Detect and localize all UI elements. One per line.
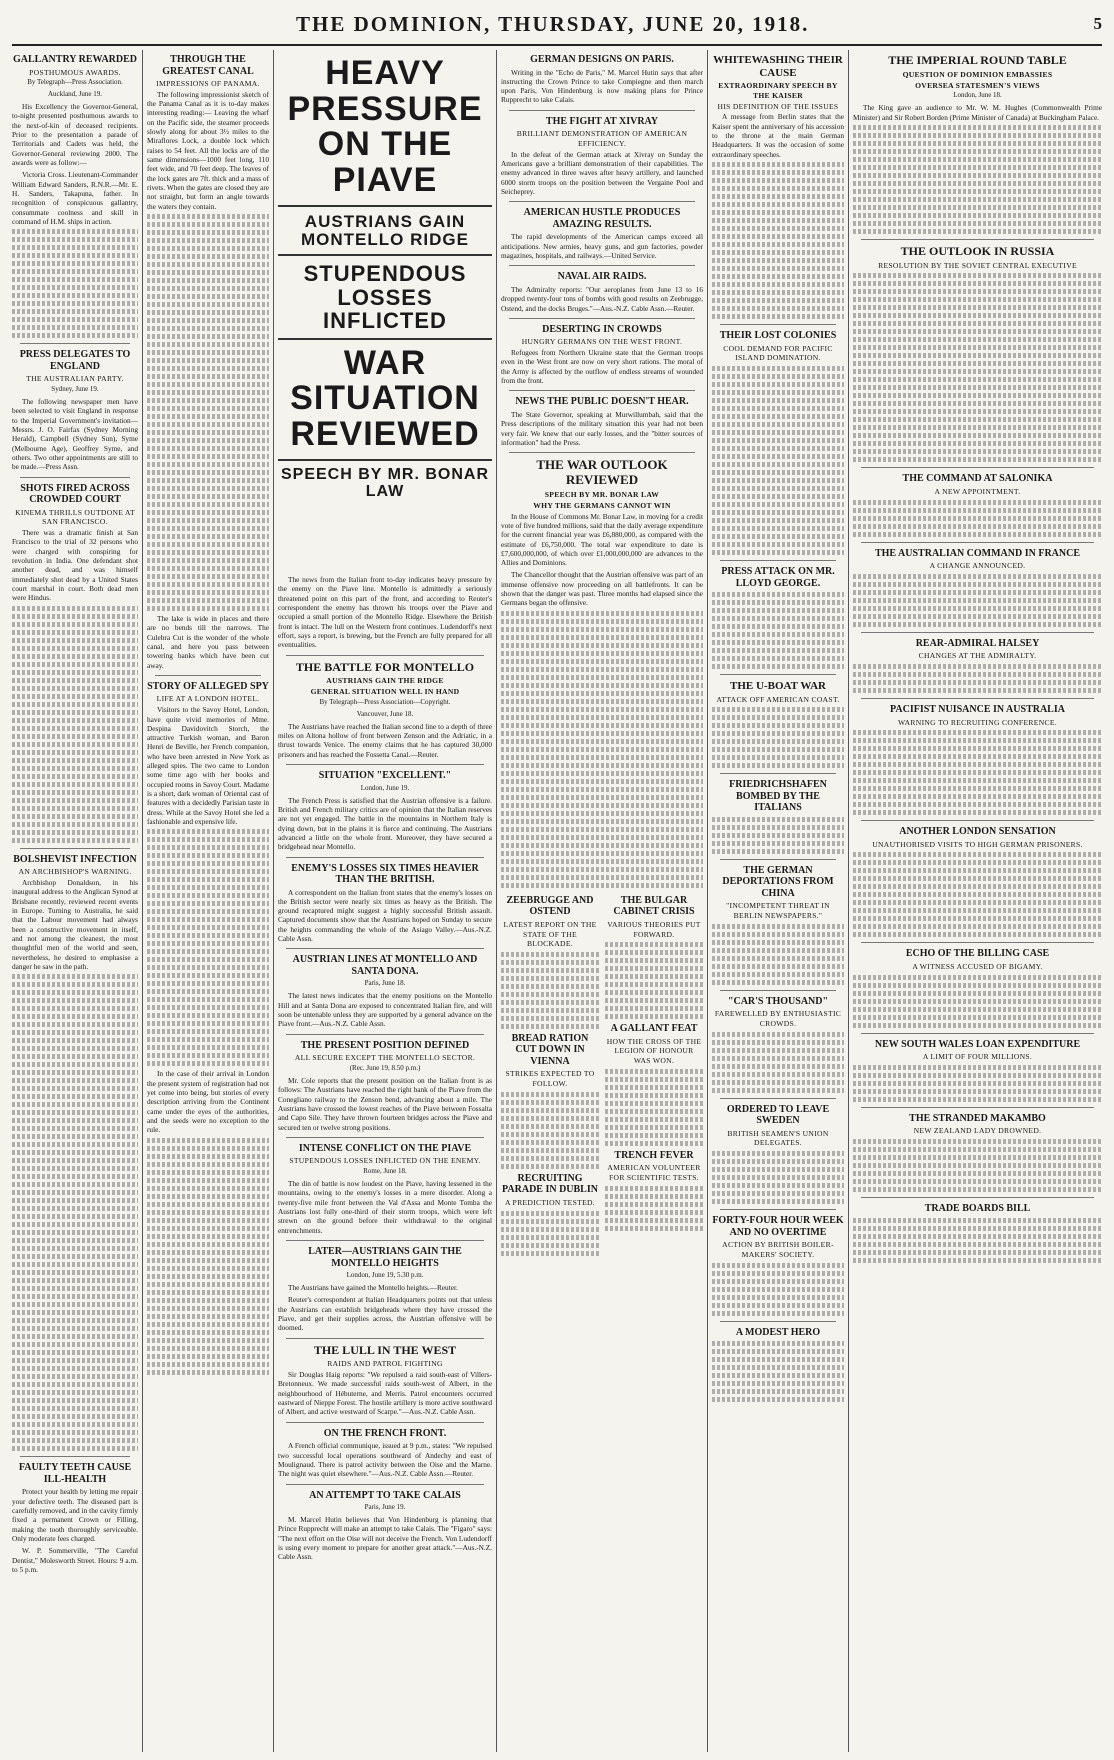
headline: WHITEWASHING THEIR CAUSE — [713, 54, 843, 79]
divider — [720, 773, 836, 774]
headline: SPEECH BY MR. BONAR LAW — [280, 465, 490, 500]
main-headline: HEAVY PRESSURE ON THE PIAVE — [287, 54, 483, 200]
dateline: Paris, June 18. — [364, 979, 406, 988]
subhead: A WITNESS ACCUSED OF BIGAMY. — [912, 961, 1043, 971]
headline: THE COMMAND AT SALONIKA — [902, 473, 1053, 485]
article-text: The French Press is satisfied that the Austrian offensive is a failure. British and French military critics are of opinion that the Italian reserves are not yet engaged. The battle in the mountains in Northern Italy is dying down, but in the plains it is fierce and continuing. The Austrians advanced a little on the whole front. Moreover, they have secured a bridgehead near Montello. — [278, 795, 492, 852]
dateline: London, June 18. — [953, 91, 1002, 100]
column-3-headlines — [278, 50, 492, 570]
headline: THE IMPERIAL ROUND TABLE — [888, 53, 1067, 67]
text-lines — [147, 214, 269, 611]
text-lines — [605, 1069, 703, 1146]
masthead-title: THE DOMINION, THURSDAY, JUNE 20, 1918. — [296, 11, 810, 36]
divider — [720, 1209, 836, 1210]
subhead: STUPENDOUS LOSSES INFLICTED ON THE ENEMY. — [289, 1156, 481, 1166]
headline: "CAR'S THOUSAND" — [727, 995, 829, 1007]
headline: THE STRANDED MAKAMBO — [909, 1112, 1046, 1124]
text-lines — [605, 1186, 703, 1231]
headline: ZEEBRUGGE AND OSTEND — [506, 894, 594, 918]
headline: THE GERMAN DEPORTATIONS FROM CHINA — [722, 864, 834, 899]
article-text: The Austrians have gained the Montello heights.—Reuter. — [288, 1282, 458, 1292]
subhead: HUNGRY GERMANS ON THE WEST FRONT. — [521, 337, 683, 347]
divider — [278, 459, 492, 461]
article-text: The King gave an audience to Mr. W. M. Hughes (Commonwealth Prime Minister) and Sir Robert Borden (Prime Minister of Canada) at Buckingham Palace. — [853, 103, 1102, 122]
headline: RECRUITING PARADE IN DUBLIN — [502, 1172, 598, 1196]
subhead: HOW THE CROSS OF THE LEGION OF HONOUR WAS WON. — [606, 1036, 702, 1066]
divider — [861, 942, 1094, 943]
headline: ENEMY'S LOSSES SIX TIMES HEAVIER THAN THE BRITISH. — [291, 862, 479, 885]
divider — [861, 467, 1094, 468]
article-text: The latest news indicates that the enemy positions on the Montello Hill and at Santa Dona are exposed to concentrated Italian fire, and will soon be untenable unless they are supported by a general advance on the Piave front.—Aus.-N.Z. Cable Assn. — [278, 991, 492, 1029]
text-lines — [853, 852, 1102, 937]
text-lines — [853, 574, 1102, 627]
text-lines — [712, 592, 844, 669]
headline: THE LULL IN THE WEST — [313, 1342, 457, 1357]
text-lines — [501, 952, 599, 1029]
article-text: Refugees from Northern Ukraine state that the German troops even in the West front are now on very short rations. The moral of the Army is affected by the outflow of endless streams of wounded from the front. — [501, 348, 703, 386]
dateline: Paris, June 19. — [364, 1503, 406, 1512]
text-lines — [853, 273, 1102, 462]
divider — [861, 1033, 1094, 1034]
divider — [720, 859, 836, 860]
column-rule — [273, 50, 274, 1752]
divider — [861, 632, 1094, 633]
headline: STORY OF ALLEGED SPY — [147, 680, 269, 692]
column-rule — [707, 50, 708, 1752]
subhead: VARIOUS THEORIES PUT FORWARD. — [607, 919, 701, 939]
divider — [720, 324, 836, 325]
byline: By Telegraph—Press Association—Copyright. — [319, 697, 451, 706]
headline: ECHO OF THE BILLING CASE — [905, 948, 1050, 960]
subhead: ACTION BY BRITISH BOILER-MAKERS' SOCIETY. — [722, 1240, 834, 1259]
subhead: WHY THE GERMANS CANNOT WIN — [533, 500, 671, 510]
text-lines — [712, 924, 844, 985]
divider — [861, 1197, 1094, 1198]
text-lines — [712, 817, 844, 854]
headline: THE PRESENT POSITION DEFINED — [300, 1039, 470, 1051]
headline: REAR-ADMIRAL HALSEY — [915, 637, 1040, 649]
dateline: Sydney, June 19. — [51, 385, 99, 394]
divider — [286, 1484, 484, 1485]
text-lines — [712, 366, 844, 555]
divider — [20, 343, 130, 344]
headline: INTENSE CONFLICT ON THE PIAVE — [298, 1142, 472, 1154]
text-lines — [501, 1211, 599, 1256]
divider — [20, 848, 130, 849]
divider — [720, 674, 836, 675]
subhead: NEW ZEALAND LADY DROWNED. — [913, 1126, 1042, 1136]
article-text: There was a dramatic finish at San Francisco to the trial of 32 persons who were charged with conspiring for revolution in India. One defendant shot another dead, and was himself immediately shot dead by a United States court marshal in court. Both dead men were Hindus. — [12, 528, 138, 603]
divider — [278, 338, 492, 340]
headline: NAVAL AIR RAIDS. — [557, 271, 647, 283]
text-lines — [853, 1065, 1102, 1102]
headline: ORDERED TO LEAVE SWEDEN — [726, 1103, 830, 1127]
article-text: Sir Douglas Haig reports: "We repulsed a raid south-east of Villers-Bretonneux. We made successful raids south-west of Albert, in the neighbourhood of Hébuterne, and Merris. Patrol encounters occurred eastward of Nieppe Forest. The hostile artillery is more active southward of Albert, and active westward of Scarpe."—Aus.-N.Z. Cable Assn. — [278, 1370, 492, 1417]
article-text: The following newspaper men have been selected to visit England in response to the Imperial Government's invitation—Messrs. J. O. Fairfax (Sydney Morning Herald), Campbell (Sydney Sun), Syme (Melbourne Age), Geoffrey Syme, and others. Two other appointments are still to be made.—Press Assn. — [12, 397, 138, 472]
subhead: AMERICAN VOLUNTEER FOR SCIENTIFIC TESTS. — [607, 1163, 701, 1183]
divider — [286, 764, 484, 765]
divider — [861, 820, 1094, 821]
text-lines — [712, 162, 844, 319]
article-text: In the House of Commons Mr. Bonar Law, in moving for a credit vote of five hundred millions, said that the daily average expenditure for the current financial year was £6,880,000, as compared with the estimate of £6,750,000. The total war expenditure to date is £7,600,000,000, of which over £1,000,000,000 are advances to the Allies and Dominions. — [501, 511, 703, 568]
article-text: In the case of their arrival in London the present system of registration had not yet come into being, but stories of every description arriving from the Continent came under the eyes of the authorities, and the seeds were no exception to the rule. — [147, 1069, 269, 1135]
column-rule — [848, 50, 849, 1752]
subhead: LIFE AT A LONDON HOTEL. — [156, 694, 260, 704]
divider — [286, 857, 484, 858]
subcolumn-left — [501, 891, 599, 1259]
headline: THROUGH THE GREATEST CANAL — [162, 54, 254, 77]
column-7 — [712, 50, 844, 1752]
headline: NEWS THE PUBLIC DOESN'T HEAR. — [515, 396, 689, 408]
text-lines — [12, 974, 138, 1451]
article-intro: The news from the Italian front to-day indicates heavy pressure by the enemy on the Piave line. Montello is admittedly a seriously threatened point on this part of the front, and according to Reuter's correspondent the enemy has thrown his troops over the Piave and occupied a small portion of the Montello Ridge. Elsewhere the British front is intact. The lull on the Western front continues. Ludendorff's next effort, says a report, is brewing, but the French are fully prepared for all eventualities. — [278, 575, 492, 650]
subhead: COOL DEMAND FOR PACIFIC ISLAND DOMINATION. — [723, 343, 833, 363]
article-text: The Austrians have reached the Italian second line to a depth of three miles on Altona hollow of front between Zenson and the Adriatic, in a thrust towards Venice. The enemy claims that he has captured 30,000 prisoners and has reached the Fossetta Canal.—Reuter. — [278, 721, 492, 759]
article-text: Victoria Cross. Lieutenant-Commander William Edward Sanders, R.N.R.—Mr. E. H. Sanders, Takapuna, father. In recognition of conspicuous gallantry, consummate coolness and skill in command of H.M. ships in action. — [12, 170, 138, 227]
divider — [286, 1240, 484, 1241]
text-lines — [853, 500, 1102, 537]
article-text: The rapid developments of the American camps exceed all anticipations. New armies, heavy guns, and gun factories, powder magazines, hospitals, and railways.—United Service. — [501, 232, 703, 261]
subhead: WARNING TO RECRUITING CONFERENCE. — [898, 717, 1057, 727]
divider — [720, 1321, 836, 1322]
headline: THE AUSTRALIAN COMMAND IN FRANCE — [874, 547, 1080, 559]
divider — [286, 948, 484, 949]
headline: TRADE BOARDS BILL — [924, 1203, 1031, 1215]
subhead: POSTHUMOUS AWARDS. — [29, 67, 121, 77]
article-text: Visitors to the Savoy Hotel, London, have quite vivid memories of Mme. Despina Davidovitch Storch, the attractive Turkish woman, and Baron Henri de Beville, her French companion, who have been arrested in New York as alleged spies. The two came to London some time ago with her books and occupied rooms in Savoy Court. Madame is a short, dark woman of Oriental cast of features with a decidedly Parisian taste in dress. While at the Savoy Hotel she led a fashionable and expensive life. — [147, 705, 269, 827]
divider — [286, 1338, 484, 1339]
divider — [286, 1422, 484, 1423]
headline: PACIFIST NUISANCE IN AUSTRALIA — [890, 704, 1065, 716]
text-lines — [853, 1139, 1102, 1192]
headline: THE OUTLOOK IN RUSSIA — [900, 243, 1055, 258]
headline: THEIR LOST COLONIES — [719, 330, 837, 342]
subhead: "INCOMPETENT THREAT IN BERLIN NEWSPAPERS." — [726, 901, 830, 921]
subcolumn-right — [605, 891, 703, 1259]
subhead: UNAUTHORISED VISITS TO HIGH GERMAN PRISONERS. — [872, 839, 1083, 849]
subhead: A PREDICTION TESTED. — [504, 1197, 596, 1207]
divider — [509, 110, 695, 111]
headline: AN ATTEMPT TO TAKE CALAIS — [309, 1489, 461, 1501]
subhead: CHANGES AT THE ADMIRALTY. — [918, 651, 1037, 661]
headline: SITUATION "EXCELLENT." — [318, 770, 452, 782]
article-text: Writing in the "Echo de Paris," M. Marcel Hutin says that after instructing the Crown Prince to take Compiegne and then march upon Paris, Von Hindenburg is now making plans for Prince Rupprecht to take Calais. — [501, 67, 703, 105]
headline: WAR SITUATION REVIEWED — [290, 343, 480, 454]
headline: A MODEST HERO — [735, 1326, 821, 1338]
headline: DESERTING IN CROWDS — [542, 323, 662, 335]
headline: THE BULGAR CABINET CRISIS — [613, 894, 695, 918]
divider — [720, 560, 836, 561]
divider — [861, 698, 1094, 699]
article-text: The din of battle is now loudest on the Piave, having lessened in the mountains, owing to the enemy's losses in a mere disorder. Along a twenty-five mile front between the Val d'Assa and Monte Tomba the Austrians lost fully one-third of their storm troops, which were left strewn on the ground before their withdrawal to the original entrenchments. — [278, 1179, 492, 1235]
headline: ANOTHER LONDON SENSATION — [899, 826, 1056, 838]
column-rule — [496, 50, 497, 1752]
headline: LATER—AUSTRIANS GAIN THE MONTELLO HEIGHTS — [308, 1246, 462, 1269]
dateline: (Rec. June 19, 8.50 p.m.) — [349, 1063, 421, 1072]
text-lines — [712, 1263, 844, 1316]
subhead: IMPRESSIONS OF PANAMA. — [156, 79, 260, 88]
subhead: FAREWELLED BY ENTHUSIASTIC CROWDS. — [714, 1009, 842, 1029]
divider — [278, 205, 492, 207]
headline: SHOTS FIRED ACROSS CROWDED COURT — [20, 482, 130, 506]
subhead: BRITISH SEAMEN'S UNION DELEGATES. — [727, 1128, 829, 1148]
divider — [286, 655, 484, 656]
headline: GALLANTRY REWARDED — [12, 54, 137, 65]
headline: THE WAR OUTLOOK REVIEWED — [536, 457, 668, 488]
article-text: M. Marcel Hutin believes that Von Hindenburg is planning that Prince Rupprecht will make an attempt to take Calais. The "Figaro" says: "The next effort on the Oise will not deceive the French. Von Ludendorff is using every moment to prepare for another great attack."—Aus.-N.Z. Cable Assn. — [278, 1515, 492, 1562]
text-lines — [501, 1092, 599, 1169]
divider — [861, 239, 1094, 240]
text-lines — [712, 1151, 844, 1204]
advertiser-address: W. P. Sommerville, "The Careful Dentist," Molesworth Street. Hours: 9 a.m. to 5 p.m. — [12, 1546, 138, 1574]
headline: THE FIGHT AT XIVRAY — [545, 115, 659, 127]
headline: AUSTRIAN LINES AT MONTELLO AND SANTA DONA. — [292, 954, 478, 977]
subhead: THE AUSTRALIAN PARTY. — [26, 374, 124, 384]
article-text: A message from Berlin states that the Kaiser spent the anniversary of his accession to the throne at the main German Headquarters. It was the occasion of some extraordinary speeches. — [712, 112, 844, 159]
text-lines — [712, 1341, 844, 1402]
text-lines — [853, 730, 1102, 815]
subhead: LATEST REPORT ON THE STATE OF THE BLOCKADE. — [503, 919, 597, 949]
subhead: A LIMIT OF FOUR MILLIONS. — [922, 1052, 1033, 1062]
divider — [509, 201, 695, 202]
article-text: A French official communique, issued at 9 p.m., states: "We repulsed two successful local operations southward of Andechy and east of Moulignaud. There is patrol activity between the Oise and the Marne. The night was quiet elsewhere."—Aus.-N.Z. Cable Assn.—Reuter. — [278, 1441, 492, 1479]
divider — [509, 265, 695, 266]
article-text: Mr. Cole reports that the present position on the Italian front is as follows: The Austrians have reached the right bank of the Piave from the Conegliano railway to the Zenson bend, advancing about a mile. The Austrians have crossed the lowest reaches of the Piave between Fossalta and Capo Sile. They have thrown fourteen bridges across the Piave and secured ten or twelve strong positions. — [278, 1075, 492, 1132]
article-text: The Chancellor thought that the Austrian offensive was part of an immense offensive now proceeding on all battlefronts. It can be shown that the danger was past. Three months had elapsed since the Germans began the offensive. — [501, 570, 703, 608]
headline: FRIEDRICHSHAFEN BOMBED BY THE ITALIANS — [729, 779, 827, 814]
subhead: RESOLUTION BY THE SOVIET CENTRAL EXECUTIVE — [878, 260, 1077, 270]
headline: BREAD RATION CUT DOWN IN VIENNA — [511, 1032, 589, 1067]
divider — [20, 477, 130, 478]
headline: NEW SOUTH WALES LOAN EXPENDITURE — [874, 1038, 1081, 1050]
article-text: His Excellency the Governor-General, to-night presented posthumous awards to the next-of-kin of deceased recipients. Prior to the presentation a parade of Territorials and Cadets was held, the Governor-General reviewing 2000. The awards were as follow:— — [12, 102, 138, 168]
text-lines — [712, 1032, 844, 1093]
masthead — [12, 4, 1102, 46]
article-text: The State Governor, speaking at Murwillumbah, said that the Press descriptions of the military situation this year had not been very fair. We knew that our early losses, and the "bitter sources of information" had the Press. — [501, 409, 703, 447]
text-lines — [501, 611, 703, 888]
headline: GERMAN DESIGNS ON PARIS. — [530, 54, 674, 65]
column-1 — [12, 50, 138, 1752]
article-text: Archbishop Donaldson, in his inaugural address to the Anglican Synod at Brisbane recently, reviewed recent events in Europe. Turning to Australia, he said that the Labour movement had always been a constructive movement in itself, and not among the cleanest, the most thoughtful men of the world and seen, nevertheless, he desired to emphasise a danger he saw in the path. — [12, 877, 138, 971]
text-lines — [147, 1138, 269, 1375]
dateline: Rome, June 18. — [363, 1167, 407, 1176]
dateline: London, June 19. — [360, 783, 410, 792]
divider — [509, 390, 695, 391]
subhead: GENERAL SITUATION WELL IN HAND — [310, 687, 460, 697]
headline: ON THE FRENCH FRONT. — [323, 1427, 447, 1439]
text-lines — [605, 942, 703, 1019]
text-lines — [853, 975, 1102, 1028]
article-text: A correspondent on the Italian front states that the enemy's losses on the British sector were nearly six times as heavy as the British. The ground recaptured might suggest a highly successful British assault. Captured documents show that the Austrians hoped on Sunday to secure the heights commanding the whole of the Asiago Valley.—Aus.-N.Z. Cable Assn. — [278, 887, 492, 944]
split-section — [501, 891, 703, 1259]
column-2 — [147, 50, 269, 1752]
divider — [509, 318, 695, 319]
subhead: KINEMA THRILLS OUTDONE AT SAN FRANCISCO. — [15, 507, 135, 527]
subhead: BRILLIANT DEMONSTRATION OF AMERICAN EFFICIENCY. — [516, 129, 688, 149]
subhead: HIS DEFINITION OF THE ISSUES — [717, 101, 839, 111]
headline: BOLSHEVIST INFECTION — [13, 853, 137, 865]
headline: AMERICAN HUSTLE PRODUCES AMAZING RESULTS. — [523, 207, 681, 230]
divider — [720, 1098, 836, 1099]
subhead: STRIKES EXPECTED TO FOLLOW. — [505, 1069, 595, 1089]
divider — [861, 1107, 1094, 1108]
subhead: ALL SECURE EXCEPT THE MONTELLO SECTOR. — [294, 1053, 476, 1063]
column-8 — [853, 50, 1102, 1752]
subhead: RAIDS AND PATROL FIGHTING — [327, 1359, 443, 1369]
text-lines — [147, 829, 269, 1066]
subhead: ATTACK OFF AMERICAN COAST. — [716, 694, 840, 704]
article-text: The following impressionist sketch of the Panama Canal as it is to-day makes interesting reading:— Leaving the wharf on the Pacific side, the steamer proceeds slowly along for about 3½ miles to the Miraflores Lock, a double lock which raises to 54 feet. All the locks are of the same dimensions—1000 feet long, 110 feet wide, and 70 feet deep. The leaves of the lock gates are 7ft. thick and a mass of rivets. When the gates are closed they are not straight, but form an angle towards the waters they contain. — [147, 89, 269, 211]
divider — [20, 1456, 130, 1457]
headline: THE U-BOAT WAR — [730, 680, 826, 693]
subhead: SPEECH BY MR. BONAR LAW — [544, 490, 660, 500]
text-lines — [12, 229, 138, 338]
divider — [286, 1034, 484, 1035]
article-text: The lake is wide in places and there are no bends till the narrows. The Culebra Cut is the wonder of the whole canal, and here you pass between towering banks which have been cut away. — [147, 613, 269, 670]
text-lines — [712, 707, 844, 768]
headline: PRESS ATTACK ON MR. LLOYD GEORGE. — [721, 566, 835, 589]
article-text: In the defeat of the German attack at Xivray on Sunday the Americans gave a brilliant demonstration of their capabilities. The enemy advanced in three waves after heavy artillery, and launched 6000 storm troops on the position between the Vergaine Pool and Seicheprey. — [501, 149, 703, 197]
subhead: A CHANGE ANNOUNCED. — [929, 561, 1026, 571]
divider — [286, 1137, 484, 1138]
article-text: The Admiralty reports: "Our aeroplanes from June 13 to 16 dropped twenty-four tons of bombs with good results on Zeebrugge, Ostend, and the docks Bruges."—Aus.-N.Z. Cable Assn.—Reuter. — [501, 284, 703, 313]
text-lines — [853, 1218, 1102, 1263]
headline: FORTY-FOUR HOUR WEEK AND NO OVERTIME — [712, 1215, 844, 1238]
headline: A GALLANT FEAT — [610, 1023, 698, 1035]
divider — [720, 990, 836, 991]
subhead: EXTRAORDINARY SPEECH BY THE KAISER — [718, 81, 838, 100]
headline: PRESS DELEGATES TO ENGLAND — [19, 349, 131, 372]
column-rule — [142, 50, 143, 1752]
dateline: London, June 19, 5.30 p.m. — [346, 1271, 424, 1280]
subhead: OVERSEA STATESMEN'S VIEWS — [915, 80, 1040, 90]
subhead: QUESTION OF DOMINION EMBASSIES — [902, 69, 1053, 79]
article-text: Reuter's correspondent at Italian Headquarters points out that unless the Austrians can establish bridgeheads where they have crossed the Piave, and get their supplies across, the Austrian offensive will be doomed. — [278, 1295, 492, 1333]
subhead: A NEW APPOINTMENT. — [934, 486, 1021, 496]
text-lines — [853, 664, 1102, 693]
subhead: AUSTRIANS GAIN THE RIDGE — [326, 676, 444, 686]
divider — [509, 452, 695, 453]
dateline: Auckland, June 19. — [47, 90, 103, 99]
headline: TRENCH FEVER — [614, 1149, 694, 1161]
text-lines — [853, 125, 1102, 234]
page-number: 5 — [1093, 14, 1102, 33]
divider — [278, 254, 492, 256]
article-text: Protect your health by letting me repair your defective teeth. The diseased part is carefully removed, and in the cavity firmly fixed a permanent Crown or Filling, making the tooth thoroughly serviceable. Only moderate fees charged. — [12, 1487, 138, 1543]
text-lines — [12, 606, 138, 843]
subhead: AN ARCHBISHOP'S WARNING. — [18, 867, 132, 877]
divider — [861, 542, 1094, 543]
byline: By Telegraph—Press Association. — [27, 78, 123, 87]
headline: FAULTY TEETH CAUSE ILL-HEALTH — [18, 1462, 132, 1485]
dateline: Vancouver, June 18. — [356, 709, 414, 718]
headline: THE BATTLE FOR MONTELLO — [295, 659, 475, 674]
column-5 — [501, 50, 703, 1752]
headline: AUSTRIANS GAIN MONTELLO RIDGE — [301, 211, 469, 249]
divider — [155, 675, 261, 676]
spanning-war-news — [278, 575, 492, 1752]
headline: STUPENDOUS LOSSES INFLICTED — [303, 261, 467, 333]
